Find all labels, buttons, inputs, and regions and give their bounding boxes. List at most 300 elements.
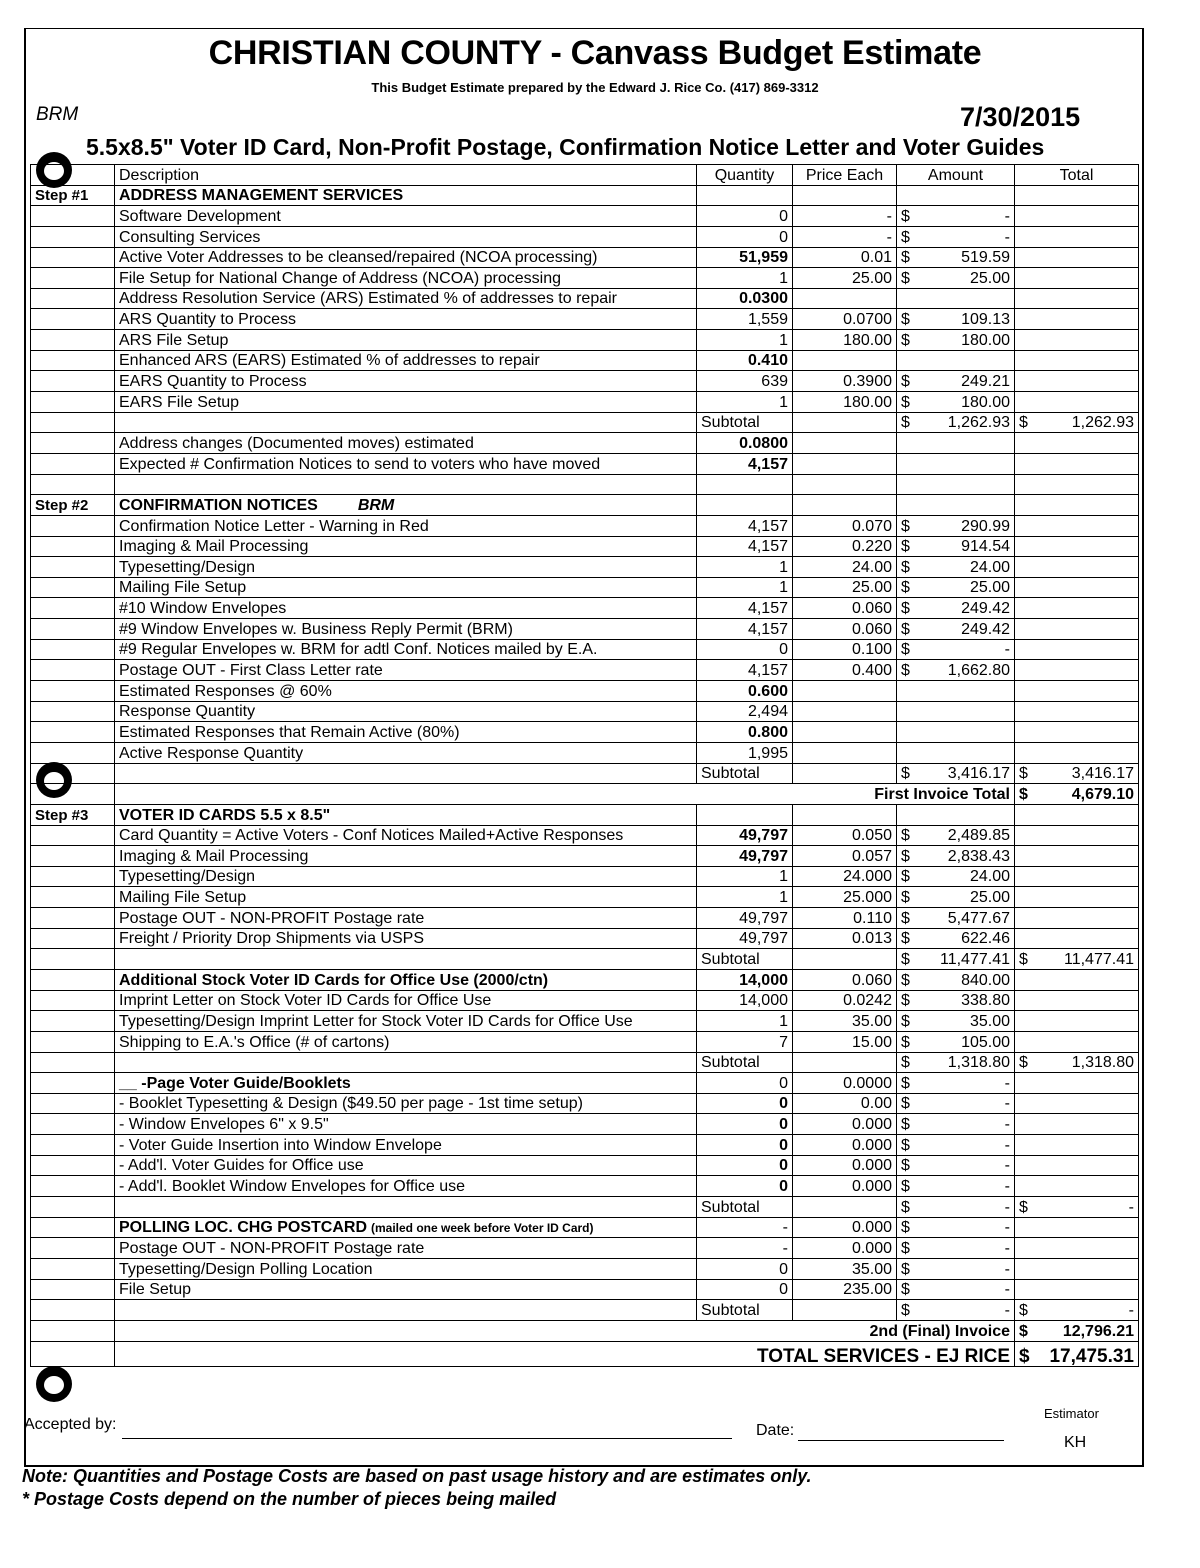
step-label — [31, 1031, 115, 1052]
total — [1015, 598, 1139, 619]
dollar-sign: $ — [901, 1219, 910, 1237]
dollar-sign: $ — [901, 228, 910, 246]
step-label — [31, 1341, 115, 1366]
table-header-row — [31, 165, 1139, 186]
amount — [897, 1031, 1015, 1052]
dollar-sign: $ — [901, 641, 910, 659]
quantity: - — [697, 1238, 793, 1259]
table-row — [31, 1217, 1139, 1238]
total — [1015, 536, 1139, 557]
price-each: 180.00 — [793, 392, 897, 413]
description-text: - Booklet Typesetting & Design ($49.50 per page - 1st time setup) — [119, 1095, 583, 1113]
amount-value: 2,838.43 — [947, 847, 1010, 865]
description-text: POLLING LOC. CHG POSTCARD — [119, 1219, 367, 1237]
total — [1015, 639, 1139, 660]
total — [1015, 557, 1139, 578]
table-row — [31, 1114, 1139, 1135]
total — [1015, 577, 1139, 598]
amount — [897, 949, 1015, 970]
quantity — [697, 804, 793, 825]
step-label — [31, 1238, 115, 1259]
description — [115, 1031, 697, 1052]
description — [115, 1135, 697, 1156]
total-value: 1,262.93 — [1071, 414, 1134, 432]
total — [1015, 887, 1139, 908]
note-line-2: * Postage Costs depend on the number of pieces being mailed — [22, 1489, 557, 1509]
dollar-sign: $ — [901, 579, 910, 597]
quantity: 4,157 — [697, 660, 793, 681]
quantity: 0 — [697, 1155, 793, 1176]
step-label — [31, 515, 115, 536]
quantity: 49,797 — [697, 928, 793, 949]
step-label — [31, 784, 115, 805]
description — [115, 1011, 697, 1032]
table-row — [31, 639, 1139, 660]
quantity: 49,797 — [697, 908, 793, 929]
quantity: 4,157 — [697, 536, 793, 557]
quantity: 0 — [697, 1093, 793, 1114]
quantity: 0 — [697, 1258, 793, 1279]
dollar-sign: $ — [1019, 785, 1028, 803]
total — [1015, 681, 1139, 702]
description-text: Postage OUT - NON-PROFIT Postage rate — [119, 909, 425, 927]
amount — [897, 392, 1015, 413]
description — [115, 949, 697, 970]
amount-value: - — [1004, 1157, 1010, 1175]
quantity: 14,000 — [697, 969, 793, 990]
description — [115, 825, 697, 846]
step-label — [31, 474, 115, 495]
step-label — [31, 949, 115, 970]
estimator-initials: KH — [1064, 1434, 1087, 1451]
price-each — [793, 453, 897, 474]
description-text: Typesetting/Design Polling Location — [119, 1260, 373, 1278]
description-text: EARS File Setup — [119, 393, 240, 411]
amount-value: 180.00 — [961, 393, 1010, 411]
table-row — [31, 598, 1139, 619]
step-label — [31, 701, 115, 722]
table-row — [31, 660, 1139, 681]
step-label — [31, 908, 115, 929]
total — [1015, 433, 1139, 454]
dollar-sign: $ — [901, 1281, 910, 1299]
price-each: 24.000 — [793, 866, 897, 887]
amount — [897, 185, 1015, 206]
description-text: - Voter Guide Insertion into Window Envelope — [119, 1136, 442, 1154]
invoice-total-label: 2nd (Final) Invoice — [115, 1320, 1015, 1341]
amount-value: - — [1004, 1219, 1010, 1237]
description — [115, 1155, 697, 1176]
amount — [897, 804, 1015, 825]
table-row — [31, 577, 1139, 598]
total — [1015, 268, 1139, 289]
quantity: 1 — [697, 330, 793, 351]
price-each: 0.000 — [793, 1176, 897, 1197]
estimate-date: 7/30/2015 — [960, 102, 1081, 132]
step-label — [31, 639, 115, 660]
invoice-total-value: 12,796.21 — [1062, 1322, 1134, 1340]
dollar-sign: $ — [901, 1260, 910, 1278]
description — [115, 763, 697, 784]
description — [115, 1197, 697, 1218]
total — [1015, 969, 1139, 990]
table-row — [31, 330, 1139, 351]
quantity: 4,157 — [697, 515, 793, 536]
total — [1015, 206, 1139, 227]
table-row — [31, 1073, 1139, 1094]
table-row — [31, 1176, 1139, 1197]
price-each: 25.00 — [793, 577, 897, 598]
total-value: - — [1128, 1301, 1134, 1319]
price-each: 35.00 — [793, 1011, 897, 1032]
description-text: Active Response Quantity — [119, 744, 304, 762]
price-each: 0.0700 — [793, 309, 897, 330]
description — [115, 1217, 697, 1238]
description-text: Expected # Confirmation Notices to send to voters who have moved — [119, 455, 601, 473]
total — [1015, 288, 1139, 309]
quantity: 0 — [697, 1135, 793, 1156]
price-each — [793, 1052, 897, 1073]
quantity: 1 — [697, 392, 793, 413]
step-label — [31, 1197, 115, 1218]
price-each — [793, 1300, 897, 1321]
step-label — [31, 1135, 115, 1156]
amount — [897, 990, 1015, 1011]
table-row — [31, 1135, 1139, 1156]
total — [1015, 660, 1139, 681]
description — [115, 268, 697, 289]
amount-value: 622.46 — [961, 930, 1010, 948]
price-each: 235.00 — [793, 1279, 897, 1300]
invoice-total-label: First Invoice Total — [115, 784, 1015, 805]
amount-value: 1,262.93 — [947, 414, 1010, 432]
quantity: 49,797 — [697, 825, 793, 846]
description-text: EARS Quantity to Process — [119, 373, 307, 391]
description-text: Shipping to E.A.'s Office (# of cartons) — [119, 1033, 390, 1051]
table-row — [31, 1155, 1139, 1176]
total — [1015, 1052, 1139, 1073]
price-each — [793, 1197, 897, 1218]
total — [1015, 226, 1139, 247]
description — [115, 247, 697, 268]
total — [1015, 825, 1139, 846]
amount-value: - — [1004, 1301, 1010, 1319]
description-text: #10 Window Envelopes — [119, 600, 287, 618]
total — [1015, 1011, 1139, 1032]
description-text: Address Resolution Service (ARS) Estimated % of addresses to repair — [119, 290, 617, 308]
step-label — [31, 1320, 115, 1341]
amount — [897, 619, 1015, 640]
dollar-sign: $ — [901, 1074, 910, 1092]
amount-value: 25.00 — [969, 269, 1010, 287]
price-each: 15.00 — [793, 1031, 897, 1052]
table-row — [31, 495, 1139, 516]
description — [115, 1279, 697, 1300]
quantity: 4,157 — [697, 619, 793, 640]
amount-value: 3,416.17 — [947, 765, 1010, 783]
amount-value: - — [1004, 1260, 1010, 1278]
amount-value: 1,662.80 — [947, 662, 1010, 680]
price-each — [793, 412, 897, 433]
amount — [897, 1300, 1015, 1321]
invoice-total-value: 4,679.10 — [1071, 785, 1134, 803]
amount-value: 1,318.80 — [947, 1054, 1010, 1072]
table-row — [31, 887, 1139, 908]
dollar-sign: $ — [901, 950, 910, 968]
brm-label: BRM — [36, 104, 79, 125]
dollar-sign: $ — [1019, 1198, 1028, 1216]
column-header: Amount — [897, 165, 1015, 186]
step-label — [31, 763, 115, 784]
description — [115, 1176, 697, 1197]
amount — [897, 1114, 1015, 1135]
total — [1015, 247, 1139, 268]
step-label — [31, 1300, 115, 1321]
quantity: 14,000 — [697, 990, 793, 1011]
quantity: 0.0300 — [697, 288, 793, 309]
description — [115, 866, 697, 887]
table-row — [31, 185, 1139, 206]
total — [1015, 412, 1139, 433]
table-row — [31, 247, 1139, 268]
total-value: - — [1128, 1198, 1134, 1216]
amount-value: 290.99 — [961, 517, 1010, 535]
table-row — [31, 804, 1139, 825]
description-text: File Setup — [119, 1281, 192, 1299]
step-label — [31, 825, 115, 846]
price-each — [793, 495, 897, 516]
dollar-sign: $ — [901, 517, 910, 535]
amount-value: 25.00 — [969, 889, 1010, 907]
dollar-sign: $ — [901, 620, 910, 638]
description — [115, 887, 697, 908]
date-label: Date: — [756, 1422, 795, 1439]
dollar-sign: $ — [901, 311, 910, 329]
document-subtitle: This Budget Estimate prepared by the Edward J. Rice Co. (417) 869-3312 — [371, 80, 819, 95]
column-header: Price Each — [793, 165, 897, 186]
amount-value: - — [1004, 228, 1010, 246]
dollar-sign: $ — [1019, 1322, 1028, 1340]
table-row — [31, 536, 1139, 557]
amount — [897, 268, 1015, 289]
total — [1015, 722, 1139, 743]
dollar-sign: $ — [901, 1136, 910, 1154]
table-row — [31, 969, 1139, 990]
invoice-total — [1015, 1320, 1139, 1341]
price-each: 0.000 — [793, 1238, 897, 1259]
description — [115, 928, 697, 949]
budget-table — [30, 164, 1139, 1367]
amount — [897, 969, 1015, 990]
amount — [897, 1217, 1015, 1238]
table-row — [31, 288, 1139, 309]
total — [1015, 701, 1139, 722]
table-row — [31, 1238, 1139, 1259]
amount — [897, 1258, 1015, 1279]
price-each: 0.060 — [793, 598, 897, 619]
quantity: 2,494 — [697, 701, 793, 722]
amount — [897, 825, 1015, 846]
price-each — [793, 433, 897, 454]
quantity: 0.0800 — [697, 433, 793, 454]
total-value: 3,416.17 — [1071, 765, 1134, 783]
total — [1015, 350, 1139, 371]
description-text: Active Voter Addresses to be cleansed/repaired (NCOA processing) — [119, 249, 598, 267]
step-label: Step #2 — [31, 495, 115, 516]
dollar-sign: $ — [1019, 950, 1028, 968]
table-row — [31, 908, 1139, 929]
total-value: 11,477.41 — [1064, 950, 1134, 968]
amount — [897, 433, 1015, 454]
step-label — [31, 453, 115, 474]
price-each — [793, 701, 897, 722]
table-row — [31, 309, 1139, 330]
step-label — [31, 681, 115, 702]
table-row — [31, 784, 1139, 805]
description — [115, 1238, 697, 1259]
quantity: 1 — [697, 866, 793, 887]
amount — [897, 330, 1015, 351]
price-each: 0.000 — [793, 1135, 897, 1156]
total — [1015, 1135, 1139, 1156]
step-label — [31, 1093, 115, 1114]
dollar-sign: $ — [901, 269, 910, 287]
dollar-sign: $ — [1019, 1345, 1030, 1367]
description — [115, 1114, 697, 1135]
step-label — [31, 557, 115, 578]
quantity: Subtotal — [697, 412, 793, 433]
table-row — [31, 763, 1139, 784]
table-row — [31, 990, 1139, 1011]
step-label — [31, 392, 115, 413]
description — [115, 846, 697, 867]
amount-value: - — [1004, 1074, 1010, 1092]
dollar-sign: $ — [901, 1178, 910, 1196]
price-each: 35.00 — [793, 1258, 897, 1279]
dollar-sign: $ — [901, 249, 910, 267]
quantity: 1 — [697, 887, 793, 908]
dollar-sign: $ — [901, 538, 910, 556]
table-row — [31, 433, 1139, 454]
quantity: 51,959 — [697, 247, 793, 268]
description — [115, 412, 697, 433]
step-label — [31, 206, 115, 227]
price-each — [793, 350, 897, 371]
amount — [897, 660, 1015, 681]
step-label — [31, 887, 115, 908]
price-each — [793, 681, 897, 702]
description — [115, 908, 697, 929]
amount-value: - — [1004, 1136, 1010, 1154]
quantity: 0 — [697, 226, 793, 247]
quantity: - — [697, 1217, 793, 1238]
price-each: 24.00 — [793, 557, 897, 578]
description-text: ARS File Setup — [119, 331, 229, 349]
description — [115, 515, 697, 536]
quantity: 1 — [697, 577, 793, 598]
step-label — [31, 433, 115, 454]
amount — [897, 742, 1015, 763]
price-each: 0.3900 — [793, 371, 897, 392]
quantity: 4,157 — [697, 598, 793, 619]
dollar-sign: $ — [901, 600, 910, 618]
total — [1015, 185, 1139, 206]
step-label — [31, 990, 115, 1011]
quantity: 4,157 — [697, 453, 793, 474]
description-text: Consulting Services — [119, 228, 261, 246]
description — [115, 453, 697, 474]
dollar-sign: $ — [901, 373, 910, 391]
price-each: 0.0000 — [793, 1073, 897, 1094]
description-text: Estimated Responses that Remain Active (80%) — [119, 723, 460, 741]
price-each — [793, 288, 897, 309]
description-text: Mailing File Setup — [119, 889, 247, 907]
description-text: Postage OUT - NON-PROFIT Postage rate — [119, 1239, 425, 1257]
dollar-sign: $ — [901, 847, 910, 865]
price-each: 0.060 — [793, 619, 897, 640]
estimate-heading: 5.5x8.5" Voter ID Card, Non-Profit Postage, Confirmation Notice Letter and Voter Guides — [86, 134, 1045, 160]
price-each: 0.400 — [793, 660, 897, 681]
total — [1015, 1093, 1139, 1114]
description — [115, 722, 697, 743]
table-row — [31, 392, 1139, 413]
amount — [897, 701, 1015, 722]
step-label — [31, 1073, 115, 1094]
punch-hole-icon — [36, 1366, 72, 1402]
estimator-label: Estimator — [1044, 1406, 1099, 1421]
quantity: 1 — [697, 1011, 793, 1032]
description-text: Typesetting/Design — [119, 558, 256, 576]
step-label — [31, 371, 115, 392]
total — [1015, 453, 1139, 474]
description-text: Additional Stock Voter ID Cards for Office Use (2000/ctn) — [119, 971, 549, 989]
price-each — [793, 185, 897, 206]
amount — [897, 1093, 1015, 1114]
total — [1015, 742, 1139, 763]
total — [1015, 1031, 1139, 1052]
amount-value: 519.59 — [961, 249, 1010, 267]
description — [115, 309, 697, 330]
dollar-sign: $ — [1019, 1301, 1028, 1319]
step-label — [31, 1217, 115, 1238]
price-each — [793, 763, 897, 784]
amount-value: 338.80 — [961, 992, 1010, 1010]
document-title: CHRISTIAN COUNTY - Canvass Budget Estimate — [208, 34, 982, 72]
description-text: Address changes (Documented moves) estimated — [119, 434, 474, 452]
quantity: 1,995 — [697, 742, 793, 763]
price-each: - — [793, 206, 897, 227]
amount — [897, 350, 1015, 371]
date-line — [798, 1440, 1004, 1441]
amount-value: - — [1004, 207, 1010, 225]
description — [115, 701, 697, 722]
amount-value: 2,489.85 — [947, 827, 1010, 845]
total — [1015, 1073, 1139, 1094]
step-label — [31, 722, 115, 743]
price-each: 0.000 — [793, 1155, 897, 1176]
quantity: Subtotal — [697, 1197, 793, 1218]
column-header: Description — [115, 165, 697, 186]
quantity: Subtotal — [697, 1052, 793, 1073]
step-label — [31, 1155, 115, 1176]
amount — [897, 1197, 1015, 1218]
accepted-by-label: Accepted by: — [24, 1416, 117, 1433]
dollar-sign: $ — [901, 558, 910, 576]
total — [1015, 392, 1139, 413]
description-text: ADDRESS MANAGEMENT SERVICES — [119, 187, 404, 205]
amount-value: 249.21 — [961, 373, 1010, 391]
step-label — [31, 1279, 115, 1300]
